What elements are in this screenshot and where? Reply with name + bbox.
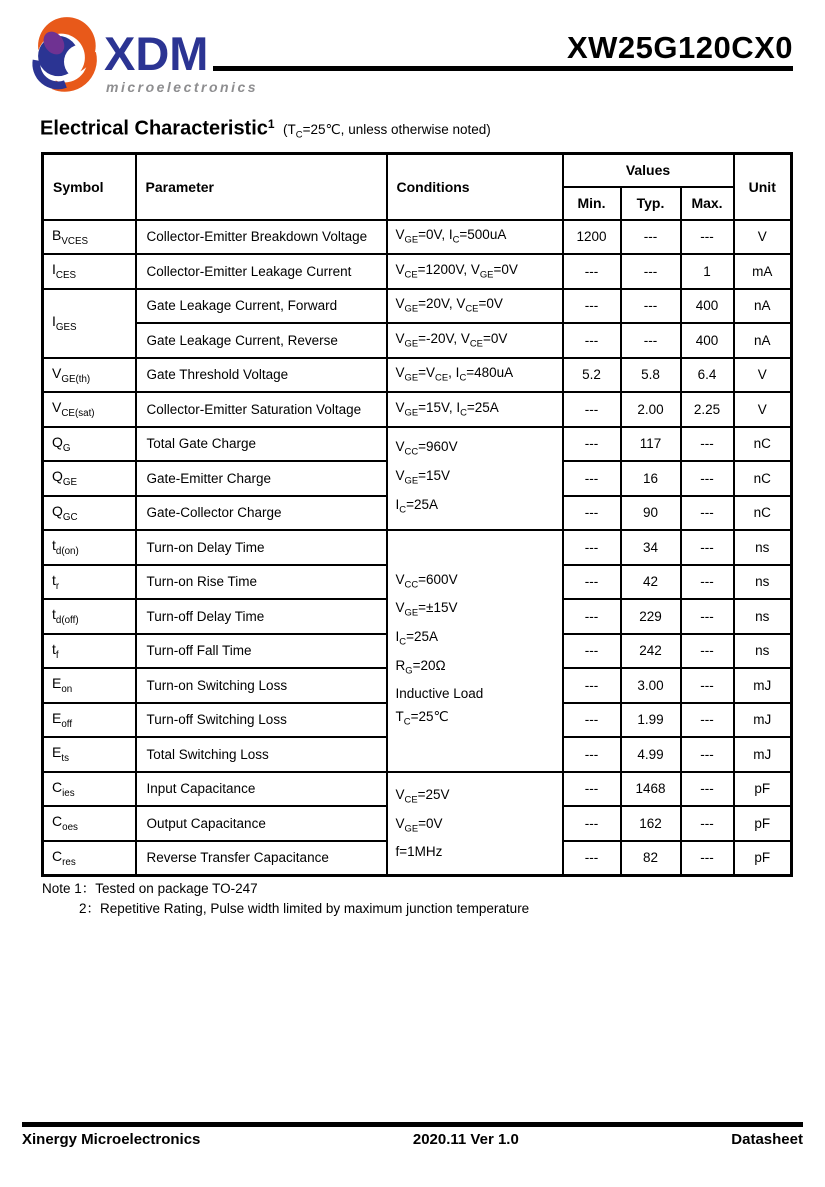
max-cell: ---: [681, 530, 734, 565]
min-cell: ---: [563, 668, 621, 703]
section-heading: [40, 117, 491, 141]
parameter-cell: Total Switching Loss: [136, 737, 387, 772]
min-cell: 5.2: [563, 358, 621, 393]
unit-cell: ns: [734, 634, 792, 669]
col-header-min: Min.: [563, 187, 621, 220]
min-cell: ---: [563, 703, 621, 738]
table-row: [43, 358, 792, 393]
min-cell: ---: [563, 841, 621, 876]
parameter-cell: Collector-Emitter Breakdown Voltage: [136, 220, 387, 255]
max-cell: 6.4: [681, 358, 734, 393]
electrical-characteristics-table: [41, 152, 793, 877]
unit-cell: ns: [734, 530, 792, 565]
symbol-cell: $I_{GES}$: [43, 289, 136, 358]
max-cell: 1: [681, 254, 734, 289]
footer-company: Xinergy Microelectronics: [22, 1131, 201, 1148]
footer: [22, 1131, 803, 1148]
parameter-cell: Turn-off Switching Loss: [136, 703, 387, 738]
logo-text: [104, 10, 258, 102]
unit-cell: mJ: [734, 668, 792, 703]
note-line-2: 2：Repetitive Rating, Pulse width limited by maximum junction temperature: [79, 901, 530, 916]
symbol-cell: $I_{CES}$: [43, 254, 136, 289]
table-row: [43, 530, 792, 565]
min-cell: ---: [563, 806, 621, 841]
typ-cell: 1.99: [621, 703, 681, 738]
min-cell: ---: [563, 496, 621, 531]
unit-cell: V: [734, 358, 792, 393]
min-cell: ---: [563, 565, 621, 600]
symbol-cell: $C_{ies}$: [43, 772, 136, 807]
condition-line: $R_G=20\Omega$: [395, 657, 446, 677]
condition-line: $I_C=25A$: [395, 496, 438, 516]
typ-cell: 1468: [621, 772, 681, 807]
max-cell: 400: [681, 289, 734, 324]
max-cell: ---: [681, 496, 734, 531]
parameter-cell: Gate Leakage Current, Forward: [136, 289, 387, 324]
max-cell: ---: [681, 427, 734, 462]
typ-cell: ---: [621, 220, 681, 255]
parameter-cell: Input Capacitance: [136, 772, 387, 807]
min-cell: ---: [563, 289, 621, 324]
company-logo: [28, 10, 258, 102]
typ-cell: 82: [621, 841, 681, 876]
parameter-cell: Turn-on Rise Time: [136, 565, 387, 600]
symbol-cell: $Q_{GE}$: [43, 461, 136, 496]
condition-line: $I_C=25A$: [395, 628, 438, 648]
typ-cell: 42: [621, 565, 681, 600]
condition-line: $V_{CC}=600V$: [395, 571, 458, 591]
table-row: [43, 392, 792, 427]
min-cell: 1200: [563, 220, 621, 255]
col-header-conditions: Conditions: [387, 154, 563, 220]
min-cell: ---: [563, 737, 621, 772]
conditions-group-cell: [387, 427, 563, 531]
col-header-parameter: Parameter: [136, 154, 387, 220]
min-cell: ---: [563, 323, 621, 358]
unit-cell: nA: [734, 289, 792, 324]
parameter-cell: Total Gate Charge: [136, 427, 387, 462]
min-cell: ---: [563, 599, 621, 634]
symbol-cell: $V_{GE(th)}$: [43, 358, 136, 393]
typ-cell: 90: [621, 496, 681, 531]
condition-line: $T_C=25℃$: [395, 709, 449, 728]
part-number-title: XW25G120CX0: [566, 30, 793, 65]
max-cell: 400: [681, 323, 734, 358]
notes-block: [42, 879, 529, 919]
parameter-cell: Turn-on Switching Loss: [136, 668, 387, 703]
max-cell: ---: [681, 841, 734, 876]
conditions-cell: $V_{GE}=V_{CE}$, $I_C=480uA$: [387, 358, 563, 393]
table-row: [43, 323, 792, 358]
table-row: [43, 220, 792, 255]
col-header-max: Max.: [681, 187, 734, 220]
conditions-cell: $V_{GE}=20V$, $V_{CE}=0V$: [387, 289, 563, 324]
parameter-cell: Output Capacitance: [136, 806, 387, 841]
max-cell: ---: [681, 634, 734, 669]
typ-cell: 16: [621, 461, 681, 496]
unit-cell: nC: [734, 461, 792, 496]
symbol-cell: $t_{d(off)}$: [43, 599, 136, 634]
col-header-values: Values: [563, 154, 734, 187]
conditions-group-cell: [387, 530, 563, 772]
unit-cell: pF: [734, 841, 792, 876]
typ-cell: 3.00: [621, 668, 681, 703]
max-cell: ---: [681, 461, 734, 496]
brand-tagline: microelectronics: [106, 79, 259, 95]
typ-cell: 242: [621, 634, 681, 669]
symbol-cell: $t_{d(on)}$: [43, 530, 136, 565]
unit-cell: pF: [734, 772, 792, 807]
max-cell: ---: [681, 668, 734, 703]
footer-divider-line: [22, 1122, 803, 1127]
parameter-cell: Turn-on Delay Time: [136, 530, 387, 565]
min-cell: ---: [563, 392, 621, 427]
symbol-cell: $B_{VCES}$: [43, 220, 136, 255]
unit-cell: mJ: [734, 703, 792, 738]
condition-line: $V_{GE}=15V$: [395, 467, 451, 487]
typ-cell: ---: [621, 323, 681, 358]
symbol-cell: $C_{oes}$: [43, 806, 136, 841]
parameter-cell: Turn-off Delay Time: [136, 599, 387, 634]
max-cell: ---: [681, 703, 734, 738]
typ-cell: 2.00: [621, 392, 681, 427]
unit-cell: ns: [734, 565, 792, 600]
typ-cell: 117: [621, 427, 681, 462]
symbol-cell: $V_{CE(sat)}$: [43, 392, 136, 427]
table-row: [43, 772, 792, 807]
col-header-typ: Typ.: [621, 187, 681, 220]
unit-cell: V: [734, 220, 792, 255]
xdm-swirl-logo-icon: [28, 10, 100, 102]
unit-cell: ns: [734, 599, 792, 634]
min-cell: ---: [563, 634, 621, 669]
table-row: [43, 427, 792, 462]
max-cell: ---: [681, 565, 734, 600]
typ-cell: ---: [621, 289, 681, 324]
unit-cell: pF: [734, 806, 792, 841]
typ-cell: 162: [621, 806, 681, 841]
unit-cell: nC: [734, 496, 792, 531]
table-row: [43, 254, 792, 289]
symbol-cell: $t_f$: [43, 634, 136, 669]
col-header-symbol: Symbol: [43, 154, 136, 220]
max-cell: ---: [681, 737, 734, 772]
typ-cell: 34: [621, 530, 681, 565]
symbol-cell: $C_{res}$: [43, 841, 136, 876]
min-cell: ---: [563, 254, 621, 289]
unit-cell: nC: [734, 427, 792, 462]
conditions-cell: $V_{GE}=-20V$, $V_{CE}=0V$: [387, 323, 563, 358]
conditions-cell: $V_{GE}=0V$, $I_C=500uA$: [387, 220, 563, 255]
conditions-group-cell: [387, 772, 563, 876]
min-cell: ---: [563, 530, 621, 565]
parameter-cell: Gate-Collector Charge: [136, 496, 387, 531]
symbol-cell: $Q_G$: [43, 427, 136, 462]
conditions-cell: $V_{GE}=15V$, $I_C=25A$: [387, 392, 563, 427]
condition-line: f=1MHz: [395, 844, 443, 860]
max-cell: ---: [681, 599, 734, 634]
condition-line: Inductive Load: [395, 686, 484, 702]
symbol-cell: $E_{on}$: [43, 668, 136, 703]
parameter-cell: Gate-Emitter Charge: [136, 461, 387, 496]
parameter-cell: Collector-Emitter Saturation Voltage: [136, 392, 387, 427]
symbol-cell: $t_r$: [43, 565, 136, 600]
min-cell: ---: [563, 461, 621, 496]
max-cell: ---: [681, 220, 734, 255]
symbol-cell: $E_{off}$: [43, 703, 136, 738]
unit-cell: mJ: [734, 737, 792, 772]
brand-name: XDM: [104, 27, 209, 80]
unit-cell: nA: [734, 323, 792, 358]
header-divider-line: [213, 66, 793, 71]
table-row: [43, 289, 792, 324]
condition-line: $V_{CC}=960V$: [395, 439, 458, 458]
typ-cell: 5.8: [621, 358, 681, 393]
typ-cell: ---: [621, 254, 681, 289]
conditions-cell: $V_{CE}=1200V$, $V_{GE}=0V$: [387, 254, 563, 289]
condition-line: $V_{CE}=25V$: [395, 786, 450, 806]
section-title-superscript: 1: [267, 117, 275, 131]
min-cell: ---: [563, 427, 621, 462]
unit-cell: mA: [734, 254, 792, 289]
typ-cell: 229: [621, 599, 681, 634]
note-line-1: Note 1：Tested on package TO-247: [42, 881, 258, 896]
symbol-cell: $Q_{GC}$: [43, 496, 136, 531]
footer-doc-type: Datasheet: [731, 1131, 803, 1148]
unit-cell: V: [734, 392, 792, 427]
section-subtitle: ($T_C=25℃$, unless otherwise noted): [283, 122, 491, 142]
table-header-row: [43, 154, 792, 187]
min-cell: ---: [563, 772, 621, 807]
footer-version: 2020.11 Ver 1.0: [412, 1131, 519, 1148]
condition-line: $V_{GE}=0V$: [395, 815, 443, 835]
max-cell: 2.25: [681, 392, 734, 427]
typ-cell: 4.99: [621, 737, 681, 772]
parameter-cell: Reverse Transfer Capacitance: [136, 841, 387, 876]
max-cell: ---: [681, 806, 734, 841]
section-title: Electrical Characteristic: [40, 117, 268, 140]
parameter-cell: Collector-Emitter Leakage Current: [136, 254, 387, 289]
col-header-unit: Unit: [734, 154, 792, 220]
parameter-cell: Gate Leakage Current, Reverse: [136, 323, 387, 358]
parameter-cell: Gate Threshold Voltage: [136, 358, 387, 393]
max-cell: ---: [681, 772, 734, 807]
condition-line: $V_{GE}=\pm 15V$: [395, 600, 458, 619]
parameter-cell: Turn-off Fall Time: [136, 634, 387, 669]
symbol-cell: $E_{ts}$: [43, 737, 136, 772]
